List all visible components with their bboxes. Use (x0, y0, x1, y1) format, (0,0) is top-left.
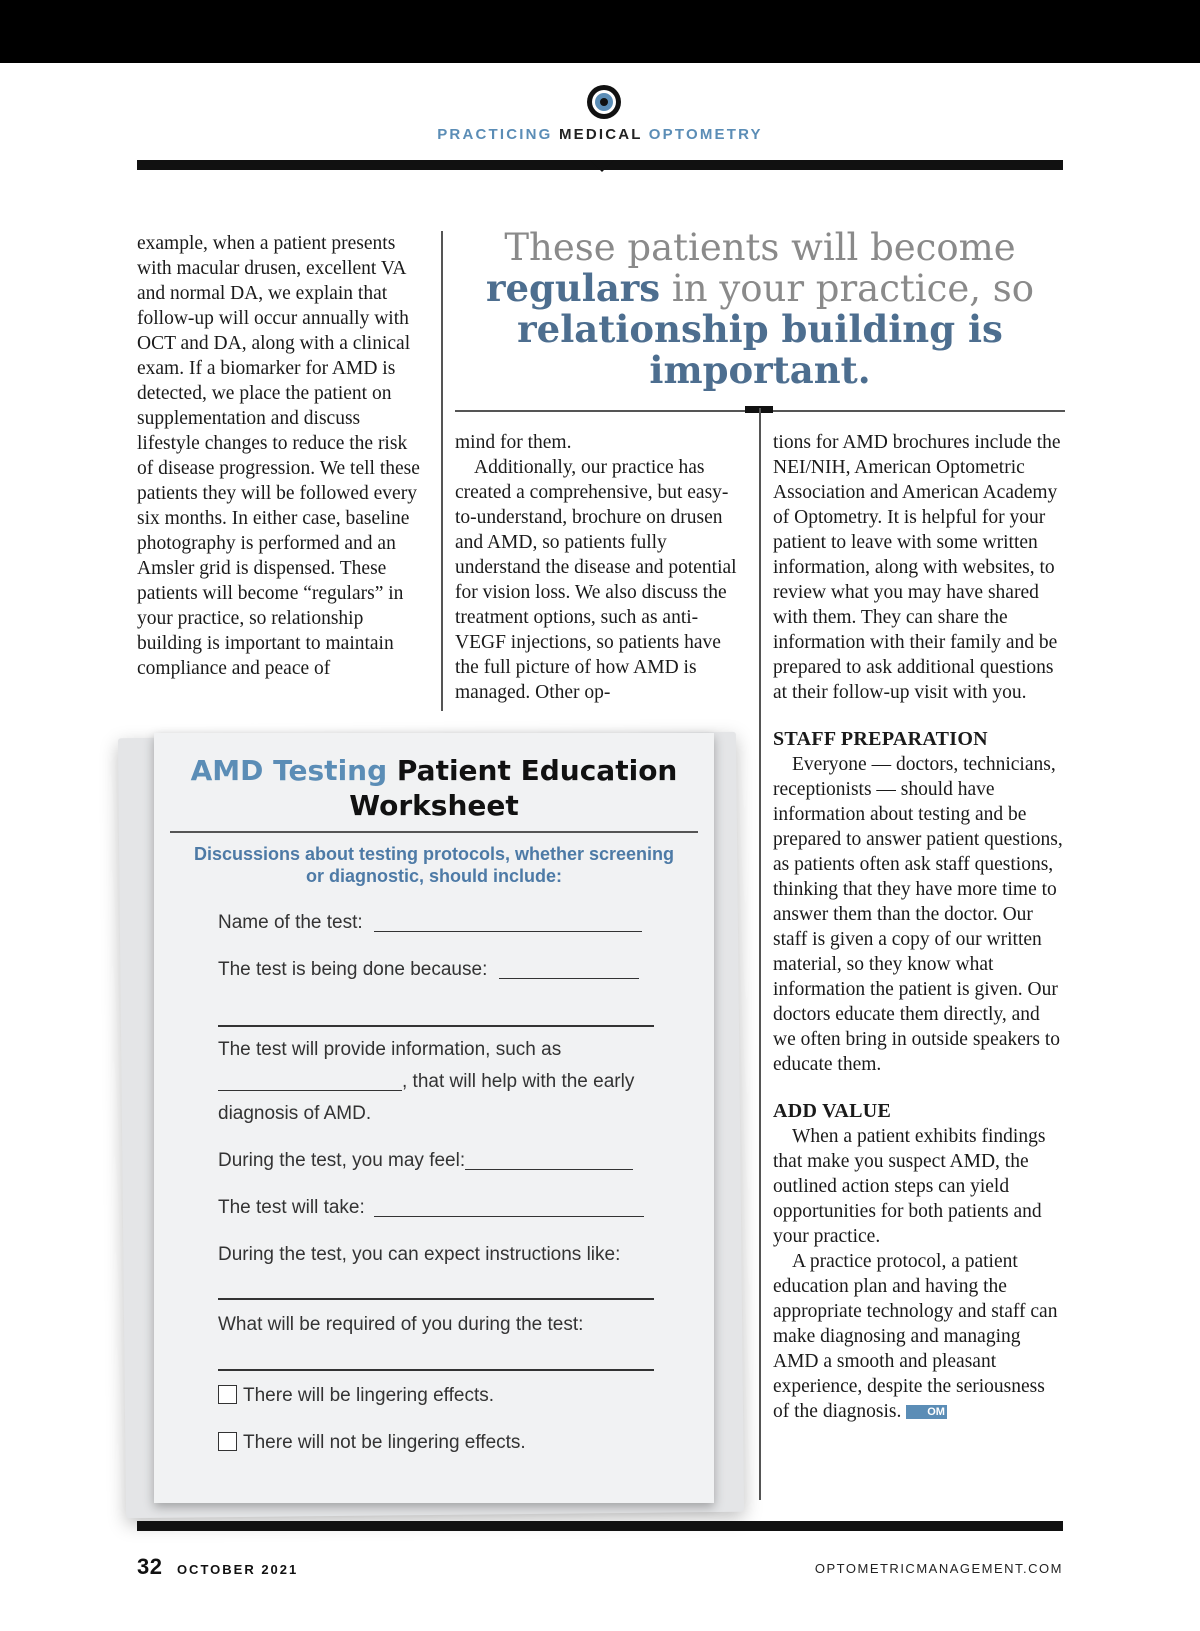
page-number: 32 (137, 1554, 163, 1579)
article-column-3 (773, 430, 1063, 1424)
field-take-label: The test will take: (218, 1197, 365, 1218)
section-title-word-1: PRACTICING (437, 126, 553, 143)
field-because (218, 958, 639, 982)
checkbox-row-not-lingering (218, 1431, 526, 1455)
field-required-label: What will be required of you during the test: (218, 1314, 584, 1335)
pull-quote-part-2: in your practice, so (671, 267, 1035, 310)
pull-quote-part-1: These patients will become (504, 226, 1016, 269)
col3-paragraph-2: Everyone — doctors, technicians, receptionists — should have information about testing and be prepared to answer patient questions, as patients often ask staff questions, thinking that they have more time to answer them than the doctor. Our staff is given a copy of our written material, so they know what information the patient is given. Our doctors educate them directly, and we often bring in outside speakers to educate them. (773, 754, 1063, 1075)
field-feel-blank[interactable] (465, 1152, 633, 1170)
worksheet-title-rest: Patient Education Worksheet (349, 754, 678, 822)
checkbox-not-lingering-label: There will not be lingering effects. (243, 1432, 526, 1453)
field-instructions-line[interactable] (218, 1298, 654, 1300)
col3-paragraph-1: tions for AMD brochures include the NEI/NIH, American Optometric Association and American Academy of Optometry. It is helpful for your patient to leave with some written information, along with websites, to review what you may have shared with them. They can share the information with their family and be prepared to ask additional questions at their follow-up visit with you. (773, 432, 1061, 703)
field-because-label: The test is being done because: (218, 959, 488, 980)
field-instructions-label: During the test, you can expect instructions like: (218, 1244, 621, 1265)
worksheet-title (154, 753, 714, 823)
col1-paragraph: example, when a patient presents with macular drusen, excellent VA and normal DA, we explain that follow-up will occur annually with OCT and DA, along with a clinical exam. If a biomarker for AMD is detected, we place the patient on supplementation and discuss lifestyle changes to reduce the risk of disease progression. We tell these patients they will be followed every six months. In either case, baseline photography is performed and an Amsler grid is dispensed. These patients will become “regulars” in your practice, so relationship building is important to maintain compliance and peace of (137, 233, 420, 679)
worksheet-subtitle: Discussions about testing protocols, whether screening or diagnostic, should include: (193, 844, 675, 886)
checkbox-row-lingering (218, 1384, 494, 1408)
section-title-word-3: OPTOMETRY (648, 126, 763, 143)
worksheet-title-highlight: AMD Testing (190, 754, 388, 787)
field-info (218, 1038, 561, 1062)
column-divider-2 (759, 408, 761, 1500)
section-title (0, 126, 1200, 143)
field-info-label-2: , that will help with the early (402, 1071, 635, 1092)
col2-paragraph-1: mind for them. (455, 432, 572, 453)
col3-paragraph-3: When a patient exhibits findings that make you suspect AMD, the outlined action steps can yield opportunities for both patients and your practice. (773, 1126, 1046, 1247)
footer-website: OPTOMETRICMANAGEMENT.COM (814, 1561, 1063, 1576)
field-info-line-3 (218, 1102, 371, 1126)
field-feel-label: During the test, you may feel: (218, 1150, 466, 1171)
heading-add-value: ADD VALUE (773, 1100, 892, 1122)
pull-quote (470, 228, 1050, 391)
field-test-name-blank[interactable] (374, 914, 642, 932)
field-take-blank[interactable] (374, 1199, 644, 1217)
worksheet-rule (170, 831, 698, 833)
field-info-blank[interactable] (218, 1073, 402, 1091)
article-column-1 (137, 231, 427, 681)
heading-staff-preparation: STAFF PREPARATION (773, 728, 988, 750)
bottom-rule (137, 1521, 1063, 1531)
checkbox-lingering-label: There will be lingering effects. (243, 1385, 494, 1406)
col3-paragraph-4 (773, 1249, 1063, 1424)
top-rule-notch (590, 160, 614, 172)
field-because-blank[interactable] (499, 961, 639, 979)
field-required (218, 1313, 583, 1337)
pull-quote-bold-2: relationship building is important. (517, 307, 1003, 392)
worksheet-card (154, 733, 714, 1503)
section-title-word-2: MEDICAL (558, 126, 643, 143)
field-info-label-3: diagnosis of AMD. (218, 1103, 372, 1124)
field-info-line-2 (218, 1070, 634, 1094)
top-black-band (0, 0, 1200, 63)
end-mark-icon: OM (906, 1405, 947, 1419)
field-feel (218, 1149, 633, 1173)
field-info-label-1: The test will provide information, such as (218, 1039, 562, 1060)
pull-quote-bold-1: regulars (485, 266, 661, 310)
checkbox-not-lingering[interactable] (218, 1432, 237, 1451)
field-because-line-2[interactable] (218, 1025, 654, 1027)
checkbox-lingering[interactable] (218, 1385, 237, 1404)
field-test-name (218, 911, 642, 935)
issue-date: OCTOBER 2021 (176, 1562, 299, 1577)
eye-logo-icon (587, 85, 621, 119)
column-divider-1 (441, 231, 443, 711)
footer-left (137, 1554, 298, 1580)
field-test-name-label: Name of the test: (218, 912, 363, 933)
article-column-2 (455, 430, 745, 705)
field-instructions (218, 1243, 620, 1267)
field-required-line[interactable] (218, 1369, 654, 1371)
col2-paragraph-2: Additionally, our practice has created a comprehensive, but easy-to-understand, brochure on drusen and AMD, so patients fully understand the disease and potential for vision loss. We also discuss the treatment options, such as anti-VEGF injections, so patients have the full picture of how AMD is managed. Other op- (455, 457, 737, 703)
field-take (218, 1196, 644, 1220)
col3-paragraph-4-text: A practice protocol, a patient education plan and having the appropriate technology and staff can make diagnosing and managing AMD a smooth and pleasant experience, despite the seriousness of the diagnosis. (773, 1251, 1058, 1422)
